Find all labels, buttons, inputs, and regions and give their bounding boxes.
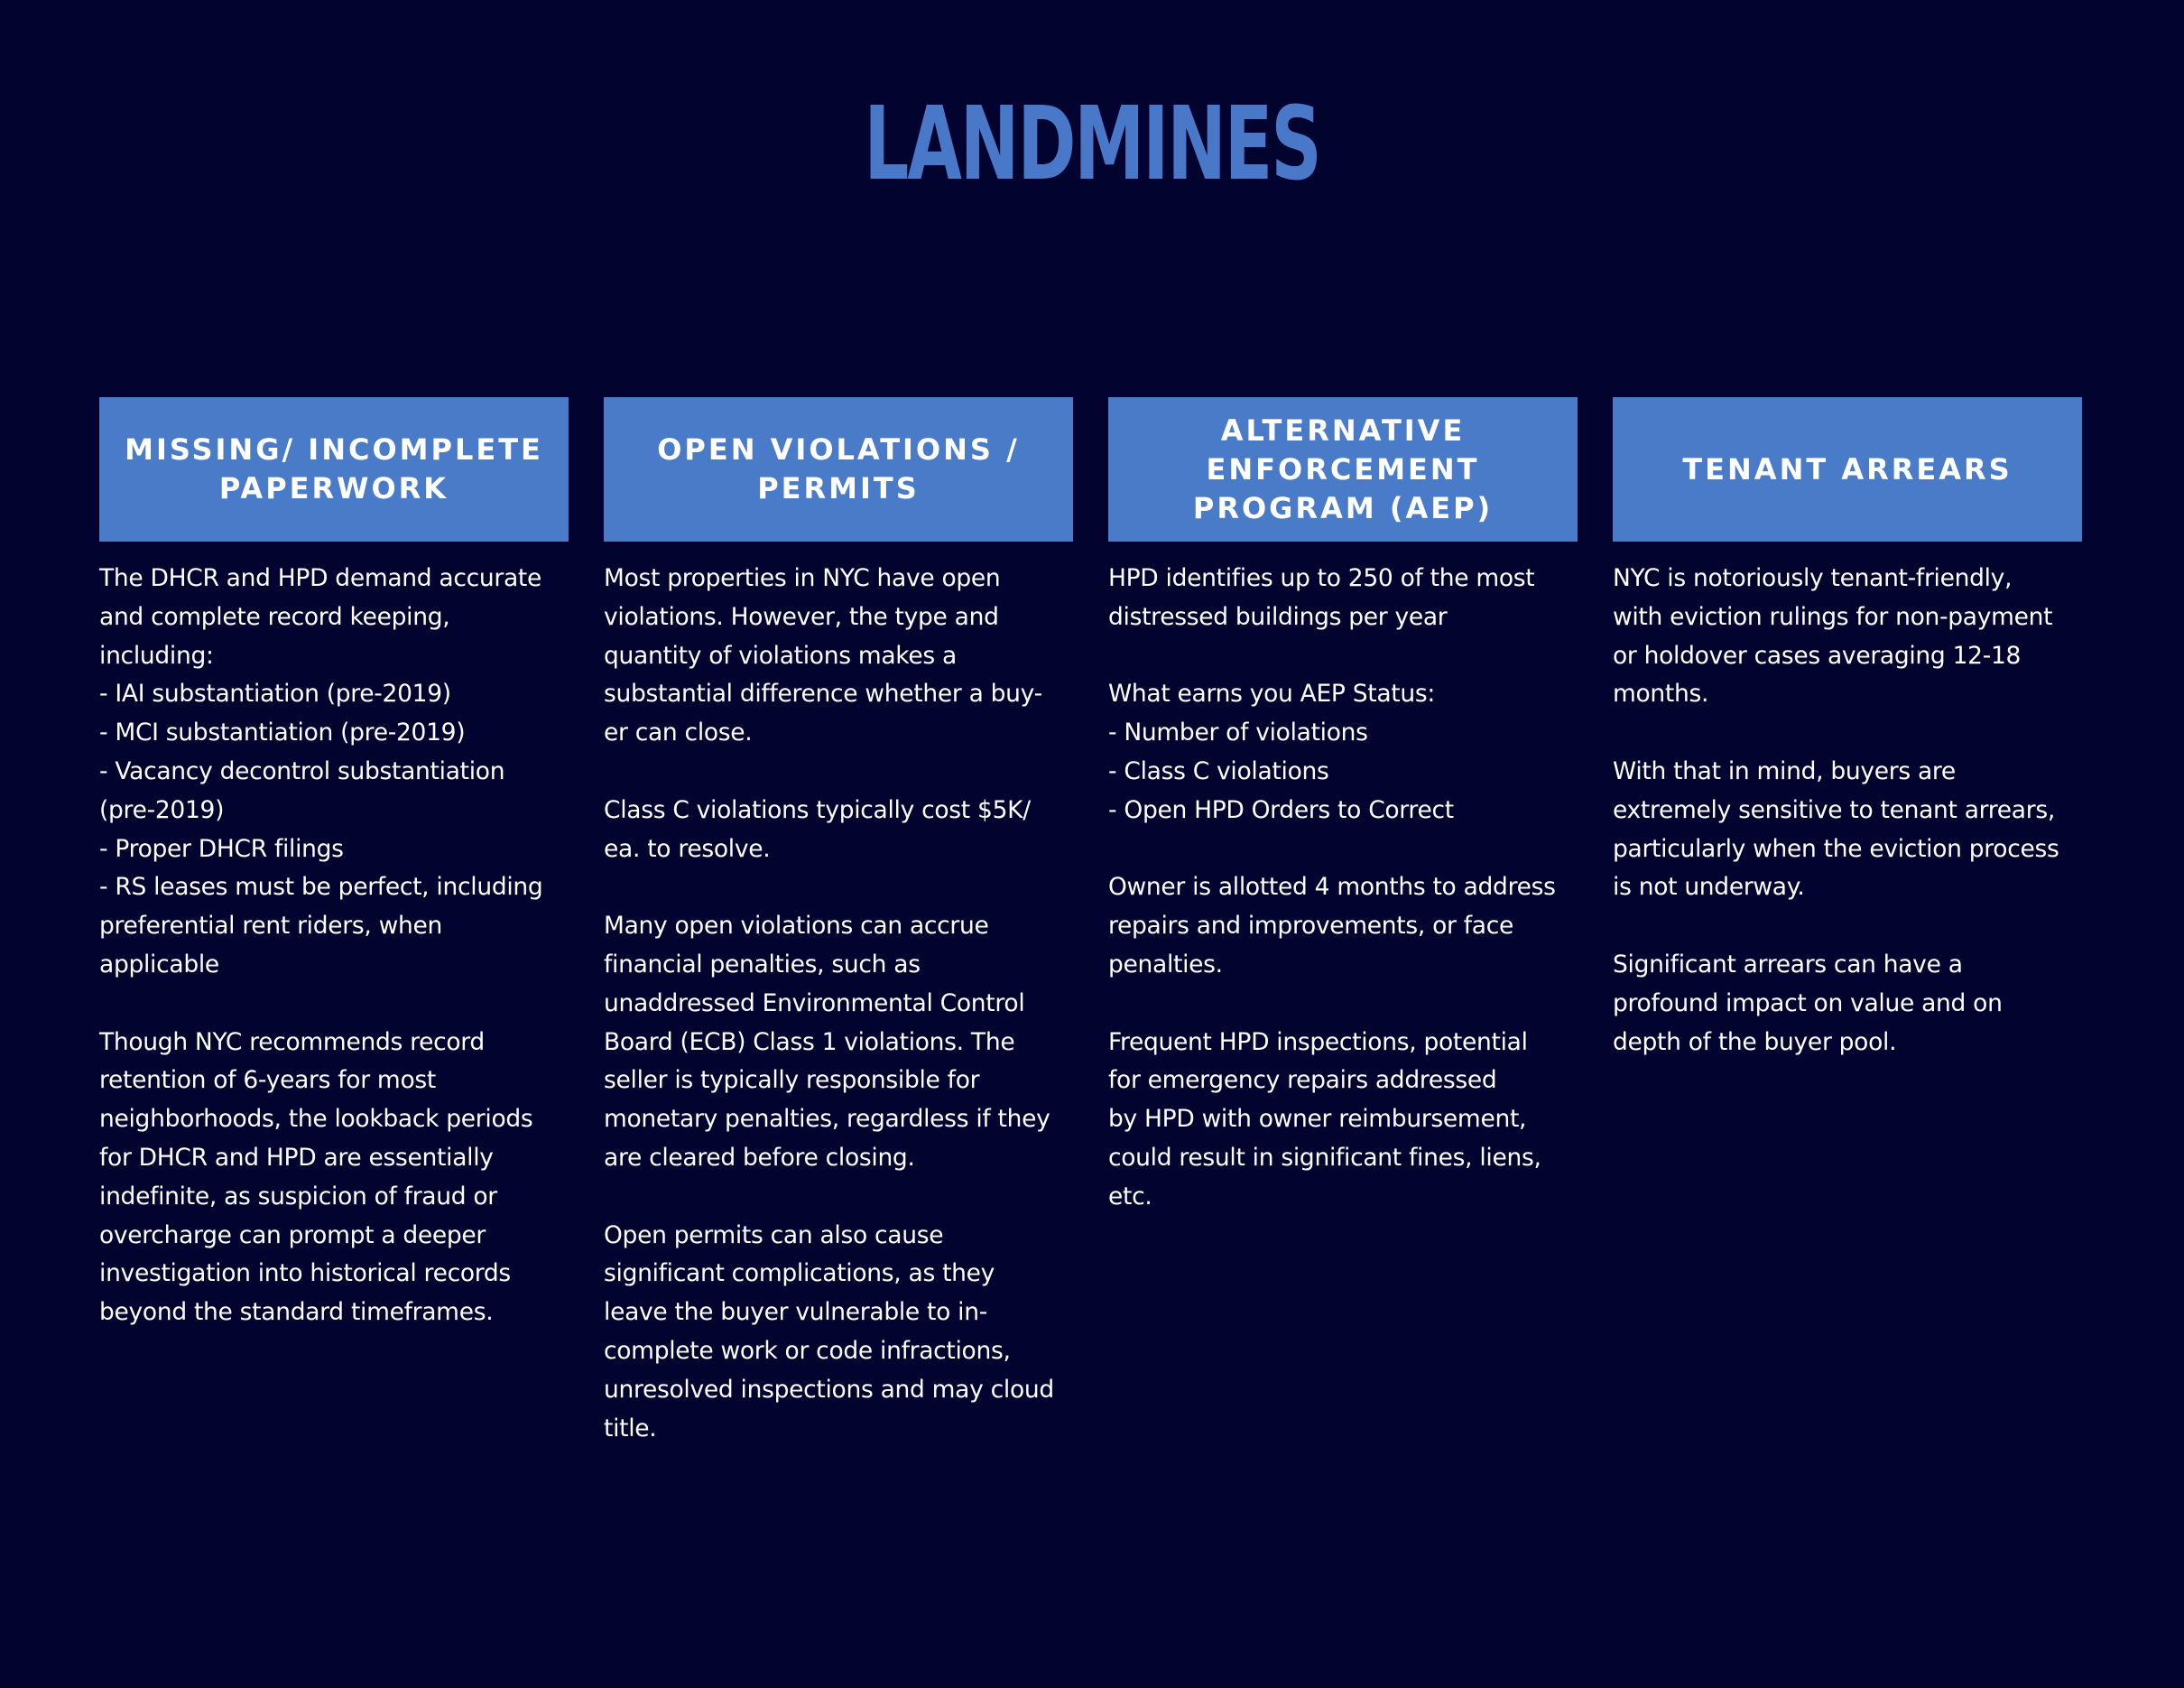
column-header bbox=[604, 397, 1073, 542]
column-missing-paperwork bbox=[99, 397, 569, 1332]
column-heading: OPEN VIOLATIONS / PERMITS bbox=[657, 432, 1020, 505]
column-body: The DHCR and HPD demand accurate and complete record keeping, including: - IAI substantiation (pre-2019) - MCI substantiation (pre-2019) - Vacancy decontrol substantiation (pre-2019) - Proper DHCR filings - RS leases must be perfect, including preferential rent riders, when applicable Though NYC recommends record retention of 6-years for most neighborhoods, the lookback periods for DHCR and HPD are essentially indefinite, as suspicion of fraud or overcharge can prompt a deeper investigation into historical records beyond the standard timeframes. bbox=[99, 564, 543, 1327]
column-tenant-arrears bbox=[1613, 397, 2082, 1062]
column-heading: MISSING/ INCOMPLETE PAPERWORK bbox=[125, 432, 543, 505]
page-title: LANDMINES bbox=[864, 86, 1320, 203]
column-heading: ALTERNATIVE ENFORCEMENT PROGRAM (AEP) bbox=[1192, 413, 1494, 525]
column-body: NYC is notoriously tenant-friendly, with eviction rulings for non-payment or holdover cases averaging 12-18 months. With that in mind, buyers are extremely sensitive to tenant arrears, particularly when the eviction process is not underway. Significant arrears can have a profound impact on value and on depth of the buyer pool. bbox=[1613, 564, 2059, 1056]
column-aep bbox=[1108, 397, 1578, 1217]
column-open-violations bbox=[604, 397, 1073, 1448]
column-header bbox=[1108, 397, 1578, 542]
column-body: Most properties in NYC have open violations. However, the type and quantity of violations makes a substantial difference whether a buy- er can close. Class C violations typically cost $5K/ ea. to resolve. Many open violations can accrue financial penalties, such as unaddressed Environmental Control Board (ECB) Class 1 violations. The seller is typically responsible for monetary penalties, regardless if they are cleared before closing. Open permits can also cause significant complications, as they leave the buyer vulnerable to in- complete work or code infractions, unresolved inspections and may cloud title. bbox=[604, 564, 1054, 1442]
column-header bbox=[99, 397, 569, 542]
column-body: HPD identifies up to 250 of the most distressed buildings per year What earns you AEP Status: - Number of violations - Class C violations - Open HPD Orders to Correct Owner is allotted 4 months to address repairs and improvements, or face penalties. Frequent HPD inspections, potential for emergency repairs addressed by HPD with owner reimbursement, could result in significant fines, liens, etc. bbox=[1108, 564, 1556, 1210]
column-heading: TENANT ARREARS bbox=[1682, 451, 2013, 487]
column-header bbox=[1613, 397, 2082, 542]
